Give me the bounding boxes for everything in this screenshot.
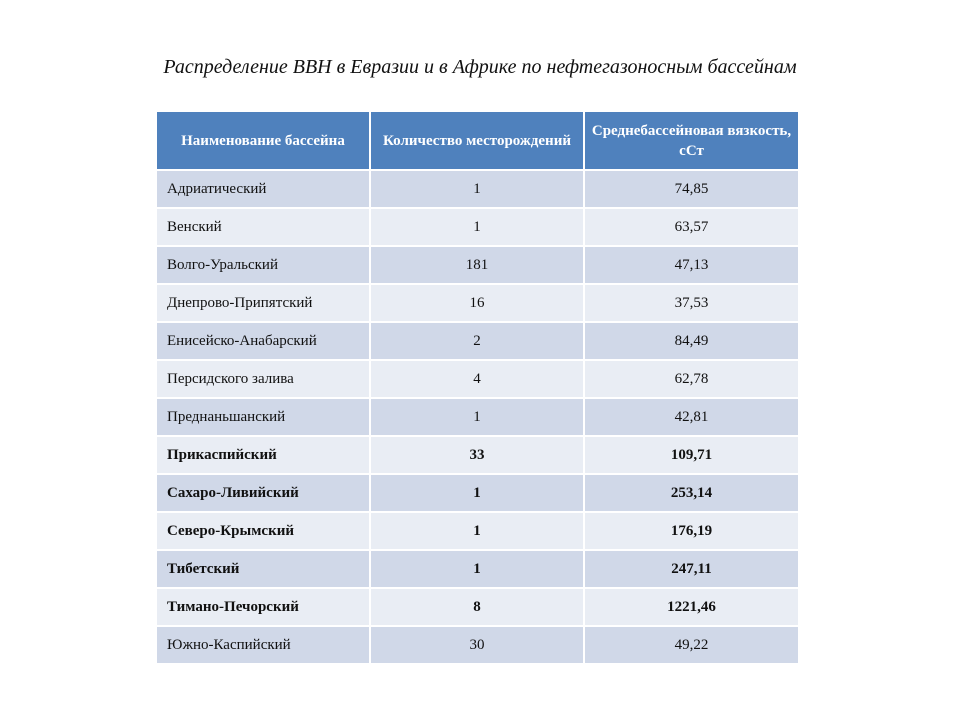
viscosity-cell: 253,14	[584, 474, 798, 512]
viscosity-cell: 62,78	[584, 360, 798, 398]
table-row	[157, 360, 798, 398]
field-count-cell: 1	[370, 550, 584, 588]
basin-name-cell: Тимано-Печорский	[157, 588, 370, 626]
basin-name-cell: Преднаньшанский	[157, 398, 370, 436]
table-row	[157, 626, 798, 664]
table-row	[157, 322, 798, 360]
field-count-cell: 181	[370, 246, 584, 284]
viscosity-cell: 74,85	[584, 170, 798, 208]
table-body	[157, 170, 798, 664]
table-row	[157, 550, 798, 588]
table-row	[157, 474, 798, 512]
table-header-row	[157, 112, 798, 170]
table-row	[157, 208, 798, 246]
table-row	[157, 436, 798, 474]
field-count-cell: 1	[370, 208, 584, 246]
viscosity-cell: 42,81	[584, 398, 798, 436]
viscosity-cell: 37,53	[584, 284, 798, 322]
basin-name-cell: Венский	[157, 208, 370, 246]
viscosity-cell: 1221,46	[584, 588, 798, 626]
basin-name-cell: Северо-Крымский	[157, 512, 370, 550]
field-count-cell: 1	[370, 170, 584, 208]
field-count-cell: 4	[370, 360, 584, 398]
header-basin-name: Наименование бассейна	[157, 112, 370, 170]
basin-name-cell: Южно-Каспийский	[157, 626, 370, 664]
header-viscosity: Среднебассейновая вязкость, сСт	[584, 112, 798, 170]
basin-name-cell: Адриатический	[157, 170, 370, 208]
basin-name-cell: Персидского залива	[157, 360, 370, 398]
basin-name-cell: Тибетский	[157, 550, 370, 588]
viscosity-cell: 109,71	[584, 436, 798, 474]
basin-name-cell: Енисейско-Анабарский	[157, 322, 370, 360]
field-count-cell: 1	[370, 398, 584, 436]
field-count-cell: 16	[370, 284, 584, 322]
field-count-cell: 8	[370, 588, 584, 626]
field-count-cell: 1	[370, 512, 584, 550]
table-row	[157, 170, 798, 208]
table-row	[157, 284, 798, 322]
slide-title: Распределение ВВН в Евразии и в Африке по нефтегазоносным бассейнам	[163, 56, 797, 78]
viscosity-cell: 84,49	[584, 322, 798, 360]
basin-name-cell: Сахаро-Ливийский	[157, 474, 370, 512]
table-row	[157, 246, 798, 284]
header-field-count: Количество месторождений	[370, 112, 584, 170]
viscosity-cell: 176,19	[584, 512, 798, 550]
basin-name-cell: Прикаспийский	[157, 436, 370, 474]
basin-name-cell: Волго-Уральский	[157, 246, 370, 284]
field-count-cell: 33	[370, 436, 584, 474]
field-count-cell: 30	[370, 626, 584, 664]
basins-table	[157, 112, 798, 665]
field-count-cell: 2	[370, 322, 584, 360]
basin-name-cell: Днепрово-Припятский	[157, 284, 370, 322]
viscosity-cell: 49,22	[584, 626, 798, 664]
table-row	[157, 588, 798, 626]
viscosity-cell: 47,13	[584, 246, 798, 284]
table-row	[157, 512, 798, 550]
viscosity-cell: 63,57	[584, 208, 798, 246]
viscosity-cell: 247,11	[584, 550, 798, 588]
field-count-cell: 1	[370, 474, 584, 512]
table-row	[157, 398, 798, 436]
